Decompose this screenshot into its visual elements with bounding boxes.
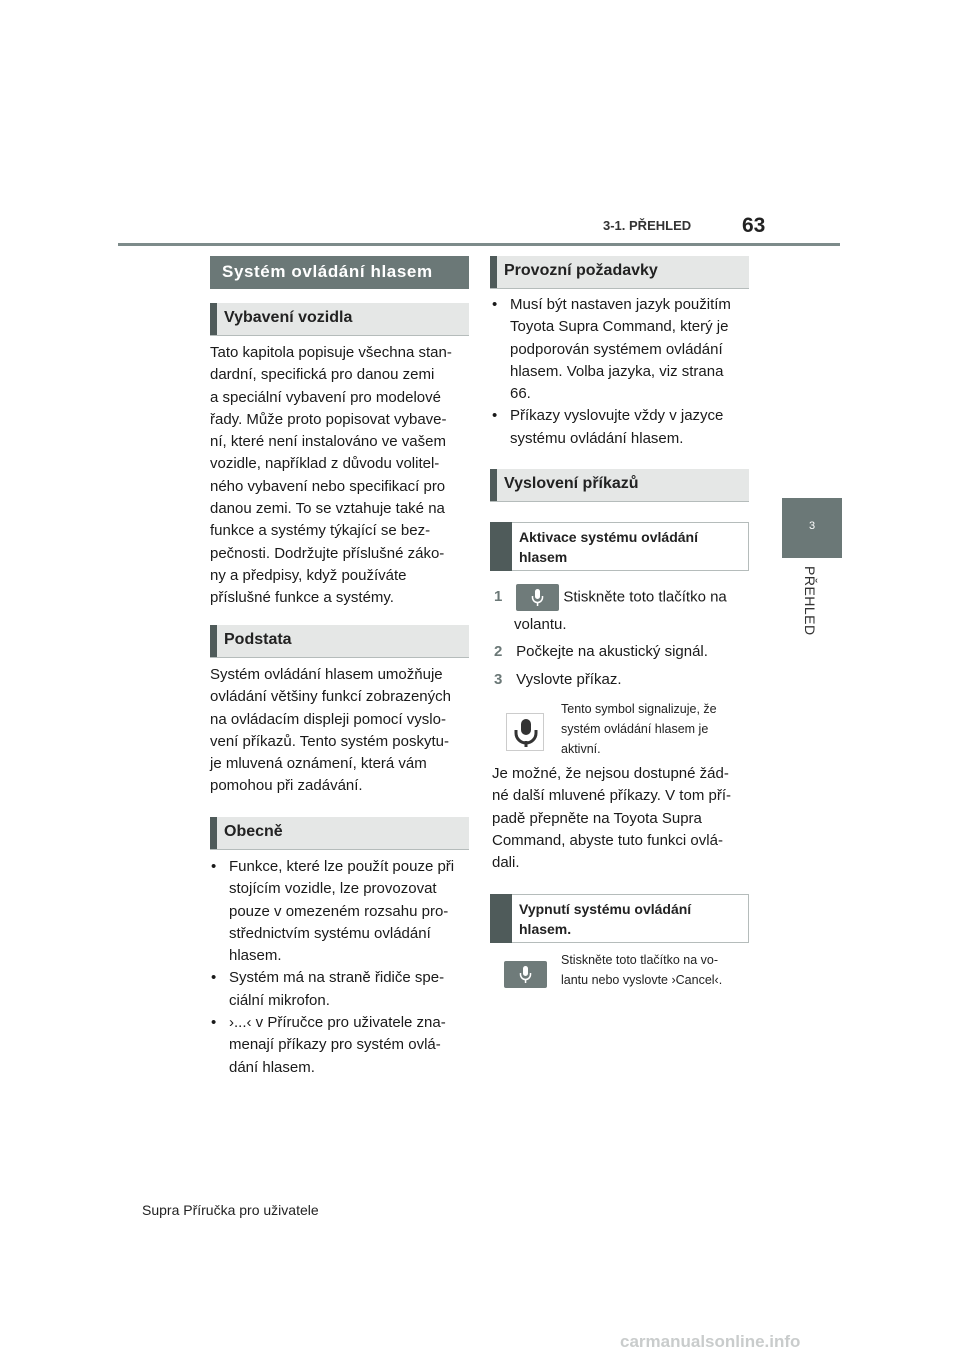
step-number: 2 bbox=[494, 643, 503, 660]
paragraph-vybaveni bbox=[210, 342, 472, 610]
boxheading-bar bbox=[490, 522, 512, 571]
voice-active-symbol bbox=[506, 713, 544, 751]
text-line: hlasem bbox=[519, 549, 568, 565]
chapter-tab[interactable]: 3 bbox=[782, 498, 842, 558]
text-line: ›...‹ v Příručce pro uživatele zna- bbox=[229, 1014, 446, 1032]
text-line: dardní, specifická pro danou zemi bbox=[210, 366, 435, 384]
subheading-text: Podstata bbox=[224, 631, 292, 648]
text-line: Aktivace systému ovládání bbox=[519, 529, 698, 545]
text-line: aktivní. bbox=[561, 742, 601, 756]
note-symbol bbox=[561, 699, 761, 759]
watermark: carmanualsonline.info bbox=[620, 1332, 801, 1351]
bullet-item bbox=[211, 1012, 473, 1079]
subheading-bar bbox=[210, 625, 217, 657]
bullet-dot: • bbox=[211, 858, 217, 875]
text-line: ciální mikrofon. bbox=[229, 991, 330, 1009]
text-line: pomohou při zadávání. bbox=[210, 777, 363, 795]
step-2 bbox=[494, 640, 754, 664]
step-text: Počkejte na akustický signál. bbox=[516, 643, 708, 660]
boxheading-bar bbox=[490, 894, 512, 943]
bullet-dot: • bbox=[211, 969, 217, 987]
text-line: Toyota Supra Command, který je bbox=[510, 318, 729, 336]
subheading-text: Provozní požadavky bbox=[504, 262, 658, 279]
text-line: né další mluvené příkazy. V tom pří- bbox=[492, 787, 731, 805]
subheading-vysloveni bbox=[490, 469, 749, 502]
subheading-bar bbox=[210, 303, 217, 335]
text-line: Systém má na straně řidiče spe- bbox=[229, 969, 445, 987]
paragraph-aktivace bbox=[492, 763, 757, 874]
text-line: danou zemi. To se vztahuje také na bbox=[210, 500, 445, 518]
text-line: vení příkazů. Tento systém poskytu- bbox=[210, 732, 449, 750]
text-line: Tento symbol signalizuje, že bbox=[561, 702, 717, 716]
text-line: menají příkazy pro systém ovlá- bbox=[229, 1036, 441, 1054]
header-rule bbox=[118, 243, 840, 246]
text-line: systému ovládání hlasem. bbox=[510, 429, 684, 447]
text-line: hlasem. Volba jazyka, viz strana bbox=[510, 362, 724, 380]
bullet-item bbox=[492, 405, 754, 450]
text-line: ny a předpisy, když používáte bbox=[210, 566, 407, 584]
text-line: na ovládacím displeji pomocí vyslo- bbox=[210, 710, 446, 728]
step-text: Stiskněte toto tlačítko na bbox=[563, 588, 727, 606]
text-line: střednictvím systému ovládání bbox=[229, 924, 431, 942]
subheading-vybaveni bbox=[210, 303, 469, 336]
bullet-item bbox=[211, 967, 473, 1012]
section-label: 3-1. PŘEHLED bbox=[603, 218, 692, 233]
text-line: Command, abyste tuto funkci ovlá- bbox=[492, 831, 723, 849]
bullet-dot: • bbox=[492, 407, 498, 425]
text-line: Stiskněte toto tlačítko na vo- bbox=[561, 953, 719, 967]
text-line: Vypnutí systému ovládání bbox=[519, 901, 692, 917]
text-line: ovládání většiny funkcí zobrazených bbox=[210, 688, 451, 706]
text-line: systém ovládání hlasem je bbox=[561, 722, 709, 736]
boxheading-aktivace bbox=[490, 522, 749, 571]
subheading-provozni bbox=[490, 256, 749, 289]
text-line: 66. bbox=[510, 385, 531, 403]
text-line: hlasem. bbox=[229, 947, 282, 965]
text-line: hlasem. bbox=[519, 921, 572, 937]
text-line: a speciální vybavení pro modelové bbox=[210, 388, 441, 406]
text-line: vozidle, například z důvodu volitel- bbox=[210, 455, 440, 473]
step-text: Vyslovte příkaz. bbox=[516, 671, 622, 688]
subheading-bar bbox=[210, 817, 217, 849]
text-line: funkce a systémy týkající se bez- bbox=[210, 522, 431, 540]
microphone-button[interactable] bbox=[516, 584, 559, 611]
subheading-text: Vyslovení příkazů bbox=[504, 475, 639, 492]
text-line: Tato kapitola popisuje všechna stan- bbox=[210, 344, 452, 361]
voice-active-icon bbox=[514, 719, 538, 747]
text-line: řady. Může proto popisovat vybave- bbox=[210, 410, 447, 428]
text-line: Funkce, které lze použít pouze při bbox=[229, 858, 455, 875]
bullet-dot: • bbox=[211, 1014, 217, 1032]
paragraph-podstata bbox=[210, 664, 472, 798]
boxheading-text bbox=[519, 527, 739, 567]
subheading-text: Vybavení vozidla bbox=[224, 309, 353, 326]
subheading-bar bbox=[490, 469, 497, 501]
text-line: dali. bbox=[492, 854, 520, 872]
text-line: stojícím vozidle, lze provozovat bbox=[229, 880, 437, 898]
main-heading: Systém ovládání hlasem bbox=[210, 256, 469, 289]
step-1 bbox=[494, 584, 754, 637]
subheading-podstata bbox=[210, 625, 469, 658]
boxheading-vypnuti bbox=[490, 894, 749, 943]
step-number: 3 bbox=[494, 671, 503, 688]
step-text-cont: volantu. bbox=[514, 616, 567, 633]
text-line: podporován systémem ovládání bbox=[510, 340, 723, 358]
microphone-button[interactable] bbox=[504, 961, 547, 988]
step-number: 1 bbox=[494, 588, 503, 606]
subheading-text: Obecně bbox=[224, 823, 283, 840]
text-line: dání hlasem. bbox=[229, 1058, 315, 1076]
text-line: ného vybavení nebo specifikací pro bbox=[210, 477, 446, 495]
boxheading-text bbox=[519, 899, 739, 939]
text-line: je mluvená oznámení, která vám bbox=[210, 755, 427, 773]
text-line: Musí být nastaven jazyk použitím bbox=[510, 296, 731, 313]
text-line: pouze v omezeném rozsahu pro- bbox=[229, 902, 449, 920]
text-line: Příkazy vyslovujte vždy v jazyce bbox=[510, 407, 724, 425]
text-line: Systém ovládání hlasem umožňuje bbox=[210, 666, 443, 683]
bullet-item bbox=[211, 856, 473, 967]
chapter-name: PŘEHLED bbox=[802, 566, 818, 636]
bullet-list-obecne bbox=[211, 856, 473, 1079]
note-vypnuti bbox=[561, 950, 761, 990]
text-line: pečnosti. Dodržujte příslušné záko- bbox=[210, 544, 445, 562]
text-line: ní, které není instalováno ve vašem bbox=[210, 433, 446, 451]
step-3 bbox=[494, 668, 754, 692]
subheading-obecne bbox=[210, 817, 469, 850]
text-line: lantu nebo vyslovte ›Cancel‹. bbox=[561, 973, 723, 987]
bullet-item bbox=[492, 294, 754, 405]
text-line: příslušné funkce a systémy. bbox=[210, 589, 394, 607]
microphone-icon bbox=[519, 966, 532, 983]
bullet-list-provozni bbox=[492, 294, 754, 450]
text-line: Je možné, že nejsou dostupné žád- bbox=[492, 765, 729, 782]
footer-text: Supra Příručka pro uživatele bbox=[142, 1202, 319, 1218]
microphone-icon bbox=[531, 589, 544, 606]
text-line: padě přepněte na Toyota Supra bbox=[492, 809, 702, 827]
bullet-dot: • bbox=[492, 296, 498, 313]
page-number: 63 bbox=[742, 214, 766, 237]
subheading-bar bbox=[490, 256, 497, 288]
